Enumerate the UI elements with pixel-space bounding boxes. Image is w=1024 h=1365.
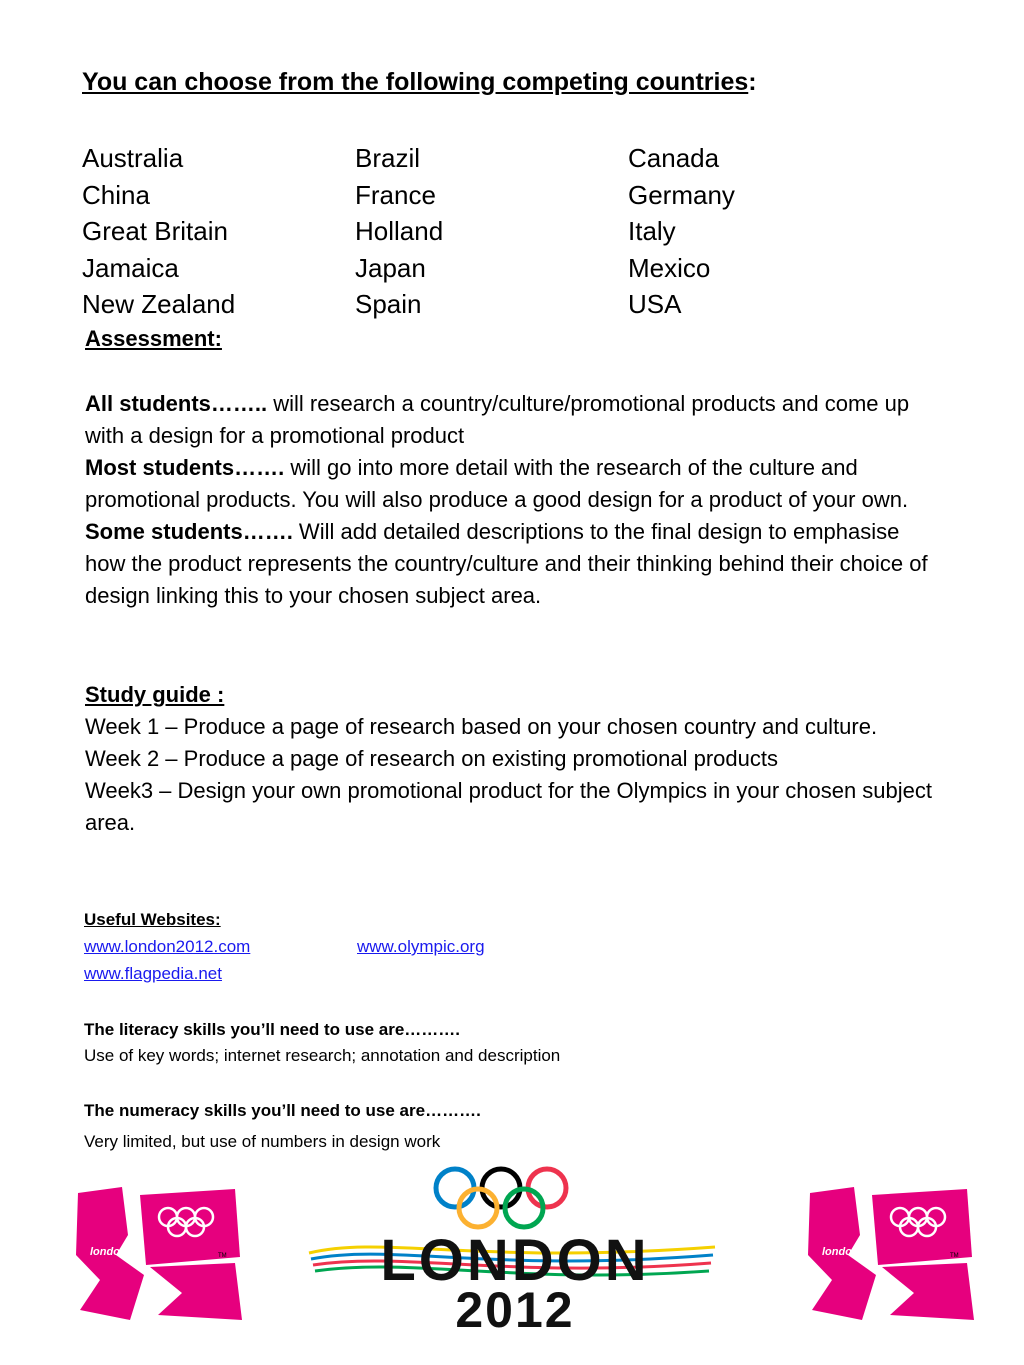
study-week-3: Week3 – Design your own promotional product for the Olympics in your chosen subject area.: [85, 778, 933, 835]
all-students-label: All students……..: [85, 391, 268, 416]
country-item: Jamaica: [82, 252, 179, 283]
literacy-title: The literacy skills you’ll need to use are……….: [84, 1020, 461, 1039]
center-logo-word: LONDON: [380, 1228, 650, 1293]
country-item: France: [355, 179, 436, 210]
study-week-1: Week 1 – Produce a page of research based on your chosen country and culture.: [85, 714, 878, 739]
country-item: Germany: [628, 179, 735, 210]
all-students-text: will research a country/culture/promotional products and come up with a design for a promotional product: [85, 391, 910, 448]
country-item: Italy: [628, 216, 676, 246]
country-item: Holland: [355, 216, 444, 246]
london-2012-logo-left: [70, 1185, 245, 1325]
heading-text: You can choose from the following competing countries: [82, 68, 749, 96]
websites-title: Useful Websites:: [84, 910, 221, 929]
numeracy-text: Very limited, but use of numbers in design work: [84, 1132, 441, 1151]
logo-left-tm: TM: [218, 1253, 227, 1259]
logo-left-word: london: [90, 1246, 127, 1258]
country-grid: [82, 140, 922, 323]
some-students-label: Some students…….: [85, 519, 293, 544]
some-students-text: Will add detailed descriptions to the final design to emphasise how the product represents the country/culture and their thinking behind their choice of design linking this to your chosen subject area.: [85, 519, 928, 608]
literacy-text: Use of key words; internet research; annotation and description: [84, 1046, 561, 1065]
london-2012-center-logo: [305, 1165, 725, 1330]
most-students-label: Most students…….: [85, 455, 285, 480]
assessment-body: [85, 388, 935, 612]
page-heading: [82, 68, 757, 97]
center-logo-year: 2012: [455, 1282, 575, 1330]
study-guide-title: Study guide :: [85, 682, 225, 707]
most-students-text: will go into more detail with the research of the culture and promotional products. You will also produce a good design for a product of your own.: [85, 455, 909, 512]
logo-right-word: london: [822, 1246, 859, 1258]
olympic-rings-icon: [436, 1169, 566, 1227]
logo-right-tm: TM: [950, 1253, 959, 1259]
heading-colon: :: [748, 68, 757, 96]
country-item: Brazil: [355, 143, 421, 173]
country-item: Canada: [628, 143, 720, 173]
country-item: China: [82, 179, 150, 210]
country-item: Mexico: [628, 252, 711, 283]
study-guide: [85, 679, 935, 839]
link-olympic[interactable]: www.olympic.org: [357, 937, 485, 956]
country-item: Spain: [355, 289, 422, 319]
country-item: Great Britain: [82, 216, 228, 246]
country-item: USA: [628, 289, 682, 319]
country-item: Japan: [355, 252, 426, 283]
country-item: Australia: [82, 143, 184, 173]
link-london2012[interactable]: www.london2012.com: [84, 937, 251, 956]
country-item: New Zealand: [82, 289, 236, 319]
london-2012-logo-right: [802, 1185, 977, 1325]
study-week-2: Week 2 – Produce a page of research on existing promotional products: [85, 746, 778, 771]
link-flagpedia[interactable]: www.flagpedia.net: [84, 964, 222, 983]
numeracy-title: The numeracy skills you’ll need to use are……….: [84, 1101, 481, 1120]
assessment-title: Assessment:: [85, 326, 222, 351]
